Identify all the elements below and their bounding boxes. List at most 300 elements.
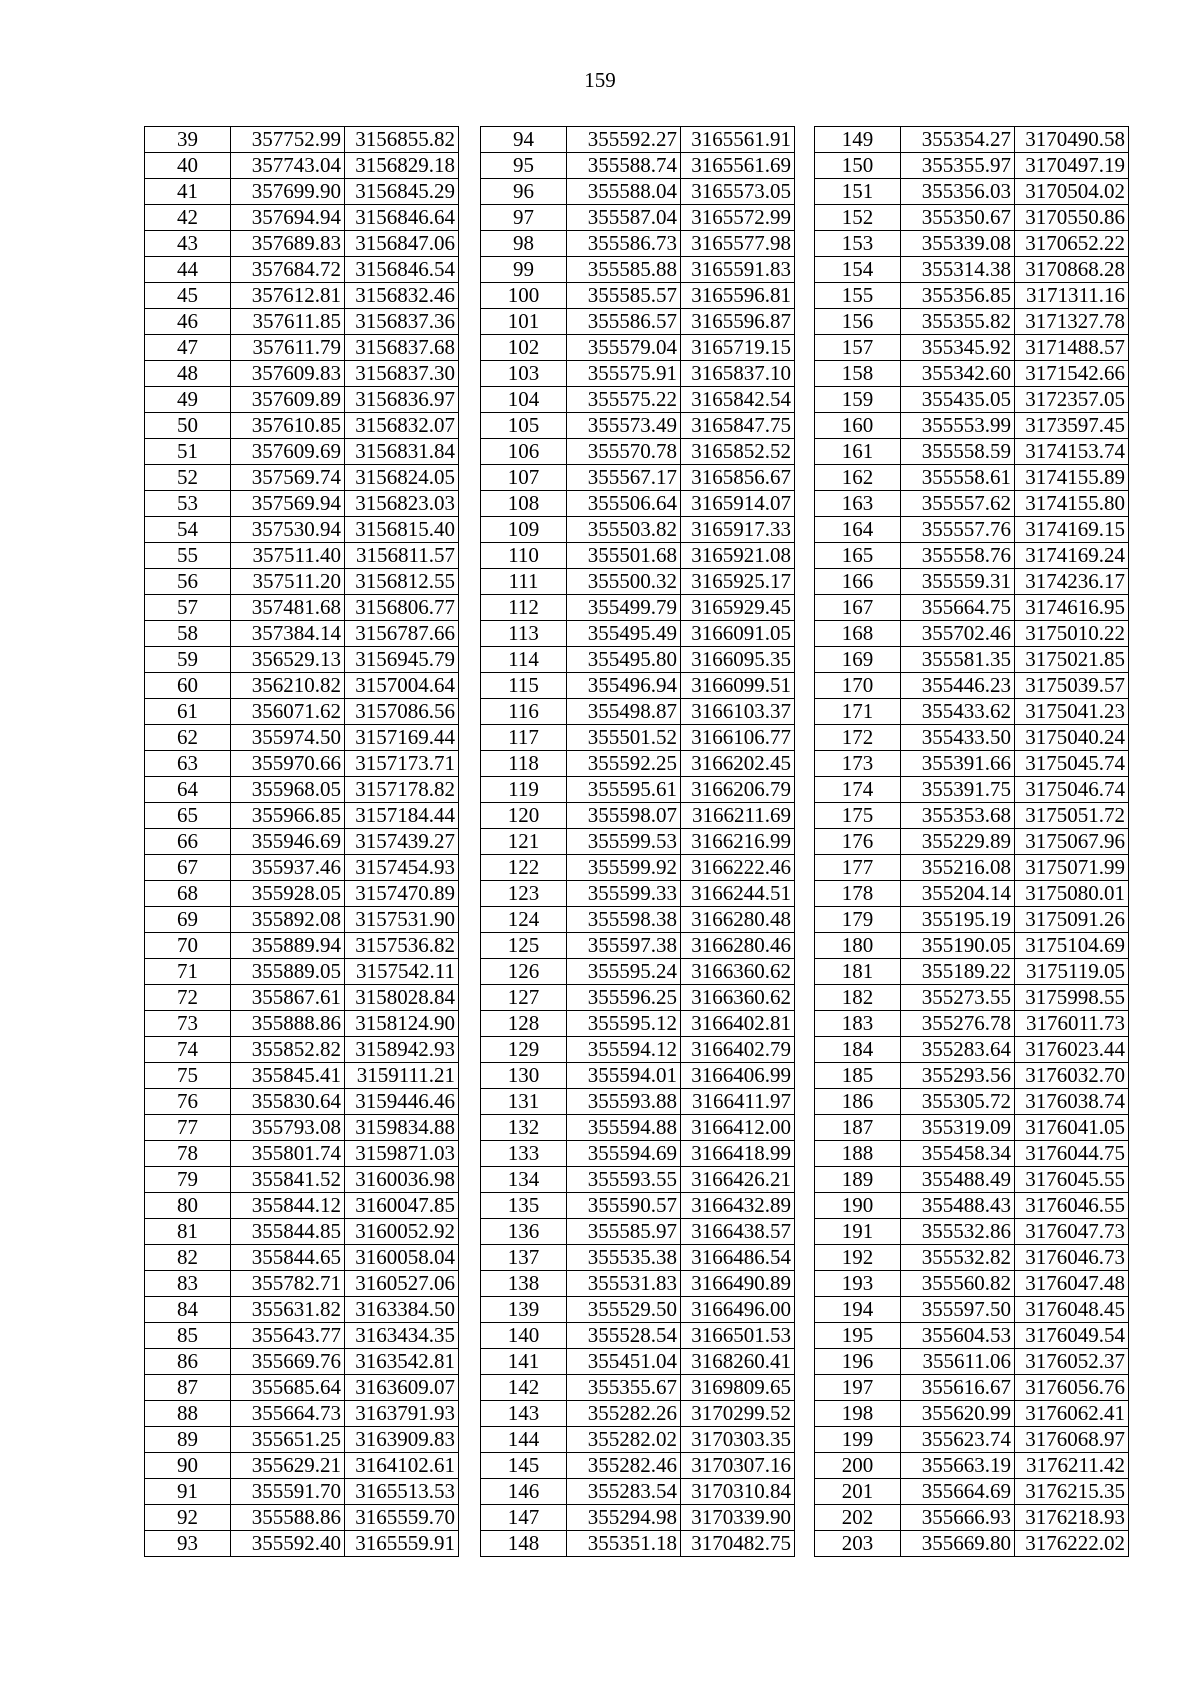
- point-number-cell: 62: [145, 725, 231, 751]
- point-number-cell: 186: [815, 1089, 901, 1115]
- y-coordinate-cell: 3175040.24: [1015, 725, 1129, 751]
- point-number-cell: 182: [815, 985, 901, 1011]
- x-coordinate-cell: 355558.76: [901, 543, 1015, 569]
- point-number-cell: 89: [145, 1427, 231, 1453]
- y-coordinate-cell: 3176045.55: [1015, 1167, 1129, 1193]
- x-coordinate-cell: 355354.27: [901, 127, 1015, 153]
- y-coordinate-cell: 3165921.08: [681, 543, 795, 569]
- point-number-cell: 91: [145, 1479, 231, 1505]
- x-coordinate-cell: 355499.79: [567, 595, 681, 621]
- table-row: [815, 1453, 1129, 1479]
- point-number-cell: 87: [145, 1375, 231, 1401]
- point-number-cell: 134: [481, 1167, 567, 1193]
- x-coordinate-cell: 355594.69: [567, 1141, 681, 1167]
- x-coordinate-cell: 355585.88: [567, 257, 681, 283]
- y-coordinate-cell: 3157536.82: [345, 933, 459, 959]
- x-coordinate-cell: 355353.68: [901, 803, 1015, 829]
- x-coordinate-cell: 355970.66: [231, 751, 345, 777]
- table-row: [815, 1427, 1129, 1453]
- table-row: [481, 1427, 795, 1453]
- x-coordinate-cell: 355433.62: [901, 699, 1015, 725]
- x-coordinate-cell: 355592.40: [231, 1531, 345, 1557]
- x-coordinate-cell: 355559.31: [901, 569, 1015, 595]
- point-number-cell: 143: [481, 1401, 567, 1427]
- y-coordinate-cell: 3170550.86: [1015, 205, 1129, 231]
- x-coordinate-cell: 355616.67: [901, 1375, 1015, 1401]
- x-coordinate-cell: 357610.85: [231, 413, 345, 439]
- table-row: [481, 127, 795, 153]
- point-number-cell: 45: [145, 283, 231, 309]
- y-coordinate-cell: 3166432.89: [681, 1193, 795, 1219]
- x-coordinate-cell: 355557.62: [901, 491, 1015, 517]
- table-row: [815, 595, 1129, 621]
- y-coordinate-cell: 3172357.05: [1015, 387, 1129, 413]
- point-number-cell: 181: [815, 959, 901, 985]
- y-coordinate-cell: 3174155.89: [1015, 465, 1129, 491]
- point-number-cell: 122: [481, 855, 567, 881]
- point-number-cell: 200: [815, 1453, 901, 1479]
- x-coordinate-cell: 355599.53: [567, 829, 681, 855]
- y-coordinate-cell: 3175091.26: [1015, 907, 1129, 933]
- point-number-cell: 41: [145, 179, 231, 205]
- x-coordinate-cell: 355594.01: [567, 1063, 681, 1089]
- point-number-cell: 203: [815, 1531, 901, 1557]
- y-coordinate-cell: 3171311.16: [1015, 283, 1129, 309]
- y-coordinate-cell: 3159111.21: [345, 1063, 459, 1089]
- x-coordinate-cell: 355351.18: [567, 1531, 681, 1557]
- point-number-cell: 88: [145, 1401, 231, 1427]
- table-row: [145, 1011, 459, 1037]
- table-row: [145, 1193, 459, 1219]
- point-number-cell: 147: [481, 1505, 567, 1531]
- table-row: [481, 1245, 795, 1271]
- x-coordinate-cell: 355319.09: [901, 1115, 1015, 1141]
- y-coordinate-cell: 3160047.85: [345, 1193, 459, 1219]
- x-coordinate-cell: 357689.83: [231, 231, 345, 257]
- y-coordinate-cell: 3159834.88: [345, 1115, 459, 1141]
- x-coordinate-cell: 355889.94: [231, 933, 345, 959]
- x-coordinate-cell: 355195.19: [901, 907, 1015, 933]
- table-row: [481, 829, 795, 855]
- x-coordinate-cell: 355590.57: [567, 1193, 681, 1219]
- point-number-cell: 180: [815, 933, 901, 959]
- y-coordinate-cell: 3156837.68: [345, 335, 459, 361]
- table-row: [481, 413, 795, 439]
- x-coordinate-cell: 355495.49: [567, 621, 681, 647]
- x-coordinate-cell: 355305.72: [901, 1089, 1015, 1115]
- x-coordinate-cell: 355595.24: [567, 959, 681, 985]
- x-coordinate-cell: 357609.89: [231, 387, 345, 413]
- y-coordinate-cell: 3176041.05: [1015, 1115, 1129, 1141]
- y-coordinate-cell: 3176046.55: [1015, 1193, 1129, 1219]
- table-row: [815, 257, 1129, 283]
- page-number: 159: [584, 68, 616, 92]
- table-row: [815, 1219, 1129, 1245]
- x-coordinate-cell: 355282.26: [567, 1401, 681, 1427]
- point-number-cell: 64: [145, 777, 231, 803]
- point-number-cell: 117: [481, 725, 567, 751]
- table-row: [145, 465, 459, 491]
- x-coordinate-cell: 355591.70: [231, 1479, 345, 1505]
- point-number-cell: 199: [815, 1427, 901, 1453]
- x-coordinate-cell: 357611.85: [231, 309, 345, 335]
- table-row: [145, 803, 459, 829]
- x-coordinate-cell: 355575.22: [567, 387, 681, 413]
- y-coordinate-cell: 3176211.42: [1015, 1453, 1129, 1479]
- x-coordinate-cell: 355433.50: [901, 725, 1015, 751]
- table-row: [145, 1271, 459, 1297]
- point-number-cell: 110: [481, 543, 567, 569]
- y-coordinate-cell: 3175051.72: [1015, 803, 1129, 829]
- y-coordinate-cell: 3171488.57: [1015, 335, 1129, 361]
- x-coordinate-cell: 355293.56: [901, 1063, 1015, 1089]
- y-coordinate-cell: 3165914.07: [681, 491, 795, 517]
- coordinates-table-body: [145, 127, 459, 1557]
- x-coordinate-cell: 355585.97: [567, 1219, 681, 1245]
- point-number-cell: 141: [481, 1349, 567, 1375]
- y-coordinate-cell: 3166501.53: [681, 1323, 795, 1349]
- point-number-cell: 54: [145, 517, 231, 543]
- x-coordinate-cell: 355451.04: [567, 1349, 681, 1375]
- y-coordinate-cell: 3176068.97: [1015, 1427, 1129, 1453]
- point-number-cell: 170: [815, 673, 901, 699]
- y-coordinate-cell: 3158942.93: [345, 1037, 459, 1063]
- x-coordinate-cell: 357481.68: [231, 595, 345, 621]
- table-row: [815, 387, 1129, 413]
- point-number-cell: 173: [815, 751, 901, 777]
- y-coordinate-cell: 3163909.83: [345, 1427, 459, 1453]
- point-number-cell: 78: [145, 1141, 231, 1167]
- table-row: [145, 673, 459, 699]
- point-number-cell: 115: [481, 673, 567, 699]
- table-row: [815, 439, 1129, 465]
- table-row: [145, 647, 459, 673]
- x-coordinate-cell: 355276.78: [901, 1011, 1015, 1037]
- x-coordinate-cell: 355966.85: [231, 803, 345, 829]
- x-coordinate-cell: 355620.99: [901, 1401, 1015, 1427]
- x-coordinate-cell: 355974.50: [231, 725, 345, 751]
- y-coordinate-cell: 3175071.99: [1015, 855, 1129, 881]
- table-row: [145, 959, 459, 985]
- table-row: [145, 777, 459, 803]
- y-coordinate-cell: 3176038.74: [1015, 1089, 1129, 1115]
- point-number-cell: 188: [815, 1141, 901, 1167]
- x-coordinate-cell: 355506.64: [567, 491, 681, 517]
- x-coordinate-cell: 355664.73: [231, 1401, 345, 1427]
- table-row: [481, 907, 795, 933]
- x-coordinate-cell: 355623.74: [901, 1427, 1015, 1453]
- y-coordinate-cell: 3156845.29: [345, 179, 459, 205]
- y-coordinate-cell: 3175041.23: [1015, 699, 1129, 725]
- y-coordinate-cell: 3175998.55: [1015, 985, 1129, 1011]
- table-row: [145, 1349, 459, 1375]
- x-coordinate-cell: 355599.92: [567, 855, 681, 881]
- table-row: [481, 699, 795, 725]
- x-coordinate-cell: 355946.69: [231, 829, 345, 855]
- y-coordinate-cell: 3175046.74: [1015, 777, 1129, 803]
- y-coordinate-cell: 3175010.22: [1015, 621, 1129, 647]
- table-row: [815, 647, 1129, 673]
- point-number-cell: 125: [481, 933, 567, 959]
- point-number-cell: 55: [145, 543, 231, 569]
- point-number-cell: 196: [815, 1349, 901, 1375]
- x-coordinate-cell: 355597.38: [567, 933, 681, 959]
- x-coordinate-cell: 355435.05: [901, 387, 1015, 413]
- table-row: [481, 803, 795, 829]
- point-number-cell: 148: [481, 1531, 567, 1557]
- x-coordinate-cell: 355685.64: [231, 1375, 345, 1401]
- table-row: [145, 1245, 459, 1271]
- point-number-cell: 61: [145, 699, 231, 725]
- x-coordinate-cell: 355844.65: [231, 1245, 345, 1271]
- x-coordinate-cell: 355611.06: [901, 1349, 1015, 1375]
- table-row: [145, 1479, 459, 1505]
- y-coordinate-cell: 3159446.46: [345, 1089, 459, 1115]
- point-number-cell: 113: [481, 621, 567, 647]
- y-coordinate-cell: 3156823.03: [345, 491, 459, 517]
- point-number-cell: 176: [815, 829, 901, 855]
- y-coordinate-cell: 3165577.98: [681, 231, 795, 257]
- point-number-cell: 46: [145, 309, 231, 335]
- point-number-cell: 185: [815, 1063, 901, 1089]
- y-coordinate-cell: 3170339.90: [681, 1505, 795, 1531]
- table-row: [481, 1167, 795, 1193]
- table-row: [815, 1141, 1129, 1167]
- x-coordinate-cell: 355830.64: [231, 1089, 345, 1115]
- table-row: [145, 491, 459, 517]
- table-row: [481, 1297, 795, 1323]
- x-coordinate-cell: 355629.21: [231, 1453, 345, 1479]
- point-number-cell: 72: [145, 985, 231, 1011]
- x-coordinate-cell: 355273.55: [901, 985, 1015, 1011]
- y-coordinate-cell: 3166211.69: [681, 803, 795, 829]
- table-row: [481, 1219, 795, 1245]
- point-number-cell: 98: [481, 231, 567, 257]
- table-row: [815, 1063, 1129, 1089]
- point-number-cell: 65: [145, 803, 231, 829]
- y-coordinate-cell: 3166486.54: [681, 1245, 795, 1271]
- y-coordinate-cell: 3165591.83: [681, 257, 795, 283]
- y-coordinate-cell: 3165837.10: [681, 361, 795, 387]
- x-coordinate-cell: 355937.46: [231, 855, 345, 881]
- point-number-cell: 158: [815, 361, 901, 387]
- y-coordinate-cell: 3175067.96: [1015, 829, 1129, 855]
- y-coordinate-cell: 3166412.00: [681, 1115, 795, 1141]
- y-coordinate-cell: 3175021.85: [1015, 647, 1129, 673]
- point-number-cell: 128: [481, 1011, 567, 1037]
- point-number-cell: 175: [815, 803, 901, 829]
- point-number-cell: 102: [481, 335, 567, 361]
- y-coordinate-cell: 3157173.71: [345, 751, 459, 777]
- table-row: [815, 1401, 1129, 1427]
- table-row: [481, 959, 795, 985]
- x-coordinate-cell: 355664.75: [901, 595, 1015, 621]
- point-number-cell: 76: [145, 1089, 231, 1115]
- y-coordinate-cell: 3166402.81: [681, 1011, 795, 1037]
- y-coordinate-cell: 3165719.15: [681, 335, 795, 361]
- x-coordinate-cell: 357511.20: [231, 569, 345, 595]
- table-row: [481, 1375, 795, 1401]
- table-row: [815, 1375, 1129, 1401]
- point-number-cell: 137: [481, 1245, 567, 1271]
- x-coordinate-cell: 355356.85: [901, 283, 1015, 309]
- x-coordinate-cell: 355604.53: [901, 1323, 1015, 1349]
- x-coordinate-cell: 355355.82: [901, 309, 1015, 335]
- x-coordinate-cell: 355845.41: [231, 1063, 345, 1089]
- x-coordinate-cell: 355190.05: [901, 933, 1015, 959]
- x-coordinate-cell: 355968.05: [231, 777, 345, 803]
- point-number-cell: 156: [815, 309, 901, 335]
- x-coordinate-cell: 355579.04: [567, 335, 681, 361]
- point-number-cell: 85: [145, 1323, 231, 1349]
- point-number-cell: 164: [815, 517, 901, 543]
- point-number-cell: 57: [145, 595, 231, 621]
- x-coordinate-cell: 355588.86: [231, 1505, 345, 1531]
- x-coordinate-cell: 355488.43: [901, 1193, 1015, 1219]
- point-number-cell: 152: [815, 205, 901, 231]
- x-coordinate-cell: 355229.89: [901, 829, 1015, 855]
- y-coordinate-cell: 3176044.75: [1015, 1141, 1129, 1167]
- point-number-cell: 84: [145, 1297, 231, 1323]
- y-coordinate-cell: 3166095.35: [681, 647, 795, 673]
- x-coordinate-cell: 355458.34: [901, 1141, 1015, 1167]
- point-number-cell: 56: [145, 569, 231, 595]
- table-row: [481, 777, 795, 803]
- y-coordinate-cell: 3165852.52: [681, 439, 795, 465]
- x-coordinate-cell: 355531.83: [567, 1271, 681, 1297]
- x-coordinate-cell: 355593.55: [567, 1167, 681, 1193]
- point-number-cell: 171: [815, 699, 901, 725]
- table-row: [815, 959, 1129, 985]
- point-number-cell: 86: [145, 1349, 231, 1375]
- table-row: [815, 777, 1129, 803]
- table-row: [145, 907, 459, 933]
- table-row: [481, 153, 795, 179]
- y-coordinate-cell: 3156815.40: [345, 517, 459, 543]
- x-coordinate-cell: 355651.25: [231, 1427, 345, 1453]
- table-row: [481, 309, 795, 335]
- y-coordinate-cell: 3166244.51: [681, 881, 795, 907]
- point-number-cell: 79: [145, 1167, 231, 1193]
- point-number-cell: 124: [481, 907, 567, 933]
- x-coordinate-cell: 355867.61: [231, 985, 345, 1011]
- y-coordinate-cell: 3166106.77: [681, 725, 795, 751]
- point-number-cell: 138: [481, 1271, 567, 1297]
- point-number-cell: 44: [145, 257, 231, 283]
- y-coordinate-cell: 3166496.00: [681, 1297, 795, 1323]
- point-number-cell: 120: [481, 803, 567, 829]
- point-number-cell: 40: [145, 153, 231, 179]
- table-row: [815, 1297, 1129, 1323]
- table-row: [145, 439, 459, 465]
- table-row: [145, 751, 459, 777]
- x-coordinate-cell: 356071.62: [231, 699, 345, 725]
- point-number-cell: 189: [815, 1167, 901, 1193]
- coordinates-table-body: [815, 127, 1129, 1557]
- point-number-cell: 96: [481, 179, 567, 205]
- y-coordinate-cell: 3175080.01: [1015, 881, 1129, 907]
- y-coordinate-cell: 3165561.69: [681, 153, 795, 179]
- y-coordinate-cell: 3174155.80: [1015, 491, 1129, 517]
- x-coordinate-cell: 355350.67: [901, 205, 1015, 231]
- point-number-cell: 111: [481, 569, 567, 595]
- x-coordinate-cell: 355852.82: [231, 1037, 345, 1063]
- table-row: [481, 1349, 795, 1375]
- y-coordinate-cell: 3168260.41: [681, 1349, 795, 1375]
- x-coordinate-cell: 355216.08: [901, 855, 1015, 881]
- x-coordinate-cell: 355282.46: [567, 1453, 681, 1479]
- table-row: [481, 335, 795, 361]
- point-number-cell: 39: [145, 127, 231, 153]
- point-number-cell: 80: [145, 1193, 231, 1219]
- table-row: [815, 829, 1129, 855]
- x-coordinate-cell: 355889.05: [231, 959, 345, 985]
- point-number-cell: 99: [481, 257, 567, 283]
- x-coordinate-cell: 355585.57: [567, 283, 681, 309]
- y-coordinate-cell: 3170482.75: [681, 1531, 795, 1557]
- x-coordinate-cell: 355282.02: [567, 1427, 681, 1453]
- point-number-cell: 69: [145, 907, 231, 933]
- point-number-cell: 67: [145, 855, 231, 881]
- point-number-cell: 162: [815, 465, 901, 491]
- y-coordinate-cell: 3156829.18: [345, 153, 459, 179]
- table-row: [481, 1011, 795, 1037]
- point-number-cell: 121: [481, 829, 567, 855]
- point-number-cell: 190: [815, 1193, 901, 1219]
- y-coordinate-cell: 3166418.99: [681, 1141, 795, 1167]
- x-coordinate-cell: 355558.59: [901, 439, 1015, 465]
- y-coordinate-cell: 3176218.93: [1015, 1505, 1129, 1531]
- y-coordinate-cell: 3165559.91: [345, 1531, 459, 1557]
- table-row: [815, 1245, 1129, 1271]
- point-number-cell: 81: [145, 1219, 231, 1245]
- table-row: [145, 1167, 459, 1193]
- table-row: [145, 309, 459, 335]
- y-coordinate-cell: 3173597.45: [1015, 413, 1129, 439]
- x-coordinate-cell: 355702.46: [901, 621, 1015, 647]
- y-coordinate-cell: 3174236.17: [1015, 569, 1129, 595]
- point-number-cell: 179: [815, 907, 901, 933]
- y-coordinate-cell: 3165596.81: [681, 283, 795, 309]
- y-coordinate-cell: 3156837.30: [345, 361, 459, 387]
- x-coordinate-cell: 356529.13: [231, 647, 345, 673]
- coordinates-table-2: [480, 126, 795, 1557]
- point-number-cell: 95: [481, 153, 567, 179]
- table-row: [145, 725, 459, 751]
- x-coordinate-cell: 357752.99: [231, 127, 345, 153]
- point-number-cell: 178: [815, 881, 901, 907]
- table-row: [481, 1063, 795, 1089]
- x-coordinate-cell: 355593.88: [567, 1089, 681, 1115]
- x-coordinate-cell: 355500.32: [567, 569, 681, 595]
- x-coordinate-cell: 355663.19: [901, 1453, 1015, 1479]
- x-coordinate-cell: 355446.23: [901, 673, 1015, 699]
- table-row: [145, 829, 459, 855]
- table-row: [815, 1349, 1129, 1375]
- y-coordinate-cell: 3176056.76: [1015, 1375, 1129, 1401]
- x-coordinate-cell: 355841.52: [231, 1167, 345, 1193]
- y-coordinate-cell: 3165929.45: [681, 595, 795, 621]
- table-row: [481, 283, 795, 309]
- y-coordinate-cell: 3158124.90: [345, 1011, 459, 1037]
- table-row: [481, 621, 795, 647]
- y-coordinate-cell: 3175104.69: [1015, 933, 1129, 959]
- y-coordinate-cell: 3156846.54: [345, 257, 459, 283]
- table-row: [145, 1401, 459, 1427]
- x-coordinate-cell: 355596.25: [567, 985, 681, 1011]
- x-coordinate-cell: 355356.03: [901, 179, 1015, 205]
- table-row: [481, 439, 795, 465]
